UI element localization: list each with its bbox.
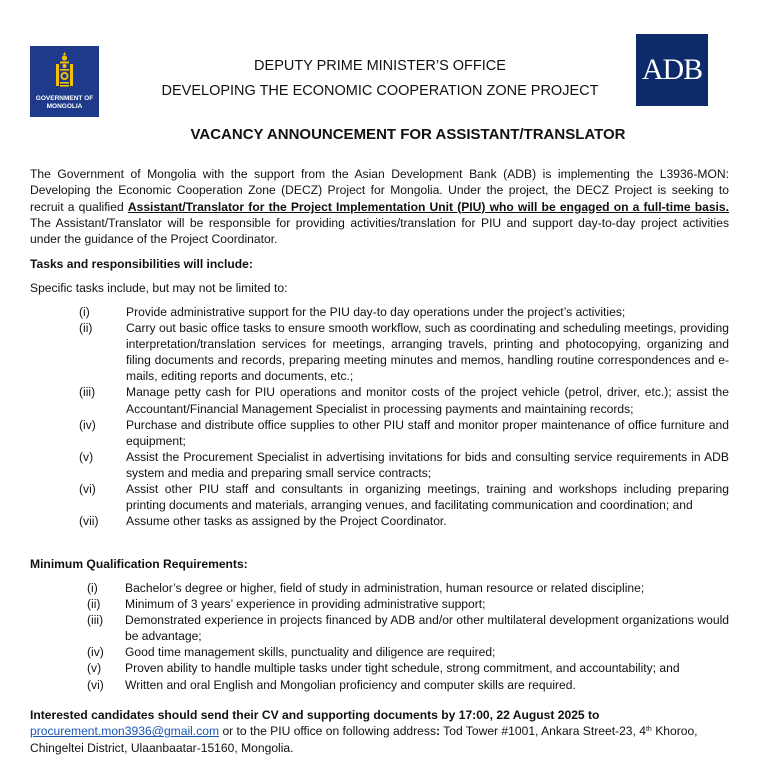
qualification-item	[87, 612, 729, 644]
task-text: Manage petty cash for PIU operations and monitor costs of the project vehicle (petrol, driver, etc.); assist the Accountant/Financial Management Specialist in processing payments and maintaining records;	[126, 385, 729, 416]
government-of-mongolia-logo	[30, 46, 99, 117]
qualification-item	[87, 596, 729, 612]
task-item	[79, 481, 729, 513]
task-text: Assist other PIU staff and consultants in organizing meetings, training and workshops including preparing printing documents and materials, arranging venues, and facilitating communication and coordination; and	[126, 482, 729, 513]
task-text: Purchase and distribute office supplies to other PIU staff and monitor proper maintenance of office furniture and equipment;	[126, 417, 729, 448]
task-item	[79, 449, 729, 481]
logo-caption-line1: GOVERNMENT OF	[35, 95, 94, 102]
address-text-1: Tod Tower #1001, Ankara Street-23, 4	[440, 724, 646, 739]
address-text-2: Khoroo, Chingeltei District, Ulaanbaatar-15160, Mongolia.	[30, 724, 698, 755]
task-item	[79, 320, 729, 384]
task-number: (vi)	[79, 482, 96, 497]
address-colon: :	[436, 724, 441, 739]
qualification-number: (ii)	[87, 597, 101, 612]
task-text: Provide administrative support for the PIU day-to day operations under the project’s activities;	[126, 305, 626, 319]
task-item	[79, 417, 729, 449]
project-name: DEVELOPING THE ECONOMIC COOPERATION ZONE PROJECT	[161, 83, 599, 99]
qualification-text: Bachelor’s degree or higher, field of study in administration, human resource or related discipline;	[125, 581, 645, 595]
qualification-item	[87, 644, 729, 660]
email-link[interactable]: procurement.mon3936@gmail.com	[30, 724, 220, 739]
task-text: Carry out basic office tasks to ensure smooth workflow, such as coordinating and scheduling meetings, providing interpretation/translation services for meetings, arranging travels, printing and photocopying, organizing and filing documents and records, preparing meeting minutes and memos, handling routine correspondences and e-mails, editing reports and documents, etc.;	[126, 321, 729, 384]
intro-paragraph	[30, 166, 729, 247]
qualification-number: (v)	[87, 661, 102, 676]
task-item	[79, 304, 729, 320]
qualification-number: (iv)	[87, 645, 104, 660]
qualification-item	[87, 660, 729, 676]
deadline-text: Interested candidates should send their CV and supporting documents by 17:00, 22 August 2025 to	[30, 708, 600, 722]
qualification-number: (vi)	[87, 677, 104, 692]
intro-position-emphasis: Assistant/Translator for the Project Implementation Unit (PIU) who will be engaged on a full-time basis.	[127, 199, 729, 214]
logo-caption-line2: MONGOLIA	[46, 103, 83, 110]
qualifications-heading: Minimum Qualification Requirements:	[30, 557, 248, 571]
qualification-text: Proven ability to handle multiple tasks under tight schedule, strong commitment, and accountability; and	[125, 661, 680, 676]
task-item	[79, 384, 729, 416]
qualification-text: Written and oral English and Mongolian proficiency and computer skills are required.	[125, 677, 576, 692]
qualification-number: (iii)	[87, 613, 104, 628]
application-instructions	[30, 707, 729, 756]
office-name: DEPUTY PRIME MINISTER’S OFFICE	[254, 58, 506, 74]
qualification-text: Minimum of 3 years’ experience in providing administrative support;	[125, 597, 486, 612]
intro-text-2: The Assistant/Translator will be responsible for providing activities/translation for PIU and support day-to-day project activities under the guidance of the Project Coordinator.	[30, 215, 729, 247]
task-number: (vii)	[79, 514, 99, 529]
adb-logo-text: ADB	[641, 53, 703, 86]
task-number: (iii)	[79, 385, 96, 400]
tasks-list	[79, 304, 729, 529]
task-text: Assist the Procurement Specialist in advertising invitations for bids and consulting service requirements in ADB system and media and preparing small service contracts;	[126, 449, 729, 480]
task-number: (i)	[79, 305, 90, 319]
task-number: (iv)	[79, 417, 96, 432]
page-title: VACANCY ANNOUNCEMENT FOR ASSISTANT/TRANSLATOR	[190, 126, 626, 143]
qualification-item	[87, 580, 729, 596]
qualification-item	[87, 677, 729, 693]
qualification-text: Demonstrated experience in projects financed by ADB and/or other multilateral development organizations would be advantage;	[125, 613, 729, 644]
intro-text-1: The Government of Mongolia with the support from the Asian Development Bank (ADB) is implementing the L3936-MON: Developing the Economic Cooperation Zone (DECZ) Project for Mongolia. Under the project, the DECZ Project is seeking to recruit a qualified	[30, 167, 729, 214]
tasks-heading: Tasks and responsibilities will include:	[30, 257, 253, 271]
tasks-lead: Specific tasks include, but may not be limited to:	[30, 281, 288, 295]
qualification-number: (i)	[87, 581, 98, 595]
task-text: Assume other tasks as assigned by the Project Coordinator.	[126, 514, 447, 529]
task-number: (v)	[79, 449, 94, 464]
task-item	[79, 513, 729, 529]
address-superscript: th	[645, 726, 652, 734]
qualifications-list	[87, 580, 729, 693]
task-number: (ii)	[79, 321, 93, 336]
address-intro: or to the PIU office on following address	[219, 724, 436, 739]
qualification-text: Good time management skills, punctuality and diligence are required;	[125, 645, 496, 660]
